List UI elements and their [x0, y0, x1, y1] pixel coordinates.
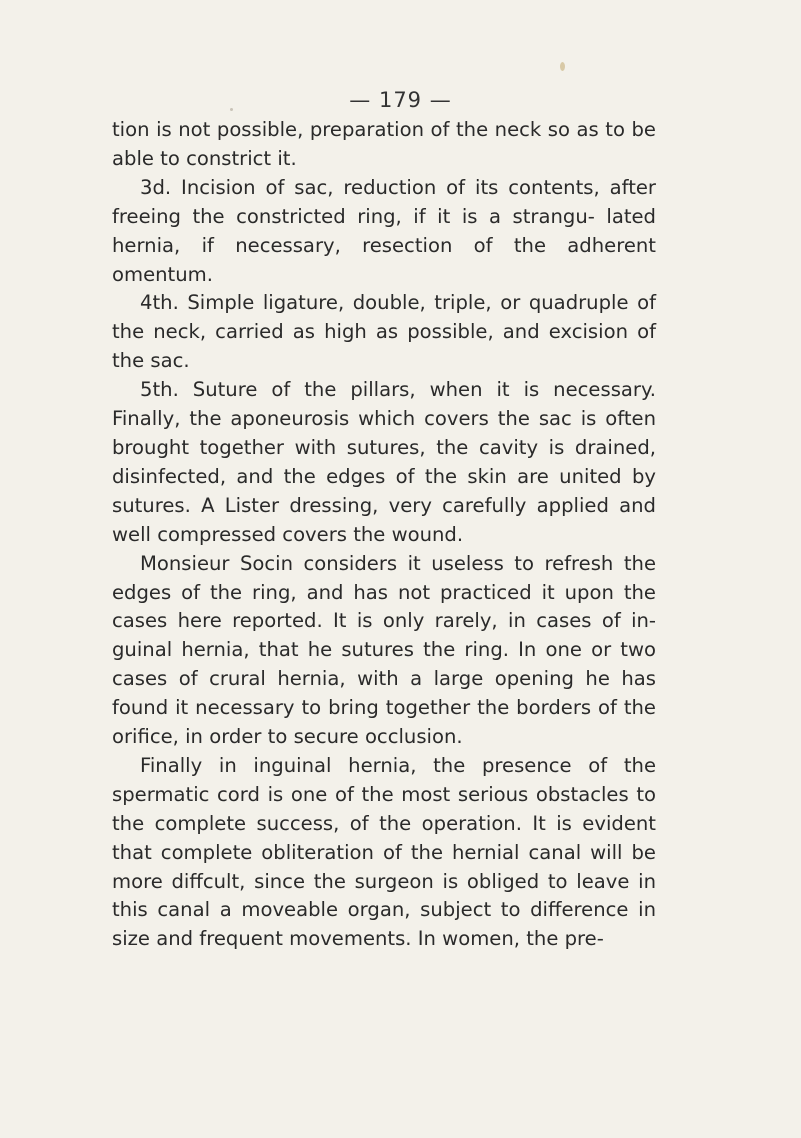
- paragraph: 4th. Simple ligature, double, triple, or quadruple of the neck, carried as high as possible, and excision of the sac.: [112, 291, 656, 373]
- body-text: [112, 116, 656, 954]
- paragraph: 5th. Suture of the pillars, when it is necessary. Finally, the aponeurosis which covers the sac is often brought together with sutures, the cavity is drained, disinfected, and the edges of the skin are united by sutures. A Lister dressing, very carefully applied and well compressed covers the wound.: [112, 378, 656, 546]
- paragraph: tion is not possible, preparation of the neck so as to be able to constrict it.: [112, 118, 656, 170]
- paragraph: Monsieur Socin considers it useless to refresh the edges of the ring, and has not practiced it upon the cases here reported. It is only rarely, in cases of in- guinal hernia, that he sutures the ring. In one or two cases of crural hernia, with a large opening he has found it necessary to bring together the borders of the orifice, in order to secure occlusion.: [112, 551, 656, 749]
- page-number: — 179 —: [349, 88, 452, 112]
- page-blemish: [560, 62, 565, 71]
- paragraph: 3d. Incision of sac, reduction of its contents, after freeing the constricted ring, if it is a strangu- lated hernia, if necessary, resection of the adherent omentum.: [112, 175, 656, 286]
- paragraph: Finally in inguinal hernia, the presence of the spermatic cord is one of the most serious obstacles to the complete success, of the operation. It is evident that complete obliteration of the hernial canal will be more diffcult, since the surgeon is obliged to leave in this canal a moveable organ, subject to difference in size and frequent movements. In women, the pre-: [112, 753, 656, 951]
